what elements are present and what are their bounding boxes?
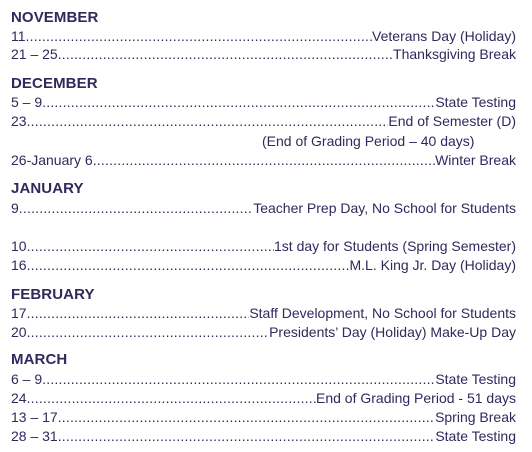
dot-leader [27,389,316,407]
calendar-entry [11,256,516,274]
entry-date: 24 [11,390,27,406]
entry-event: Staff Development, No School for Students [249,305,516,321]
dot-leader [58,427,436,445]
calendar-entry [11,427,516,445]
calendar-entry [11,389,516,407]
calendar-entry [11,93,516,111]
entry-date: 6 – 9 [11,371,43,387]
entry-event: State Testing [435,428,516,444]
dot-leader [27,304,250,322]
entry-date: 26-January 6 [11,152,93,168]
dot-leader [42,370,435,388]
entry-event: End of Grading Period - 51 days [315,390,516,406]
calendar-entry [11,45,516,63]
entry-date: 11 [11,28,26,44]
dot-leader [27,237,274,255]
entry-event: End of Semester (D) [388,113,516,129]
entry-event: Teacher Prep Day, No School for Students [253,200,516,216]
entry-date: 5 – 9 [11,94,43,110]
entry-date: 17 [11,305,27,321]
entry-date: 21 – 25 [11,46,58,62]
dot-leader [58,45,393,63]
dot-leader [93,151,435,169]
entry-date: 10 [11,238,27,254]
entry-event: Spring Break [435,409,516,425]
month-heading-january: JANUARY [11,180,84,197]
month-heading-december: DECEMBER [11,75,98,92]
calendar-entry [11,112,516,130]
entry-event: 1st day for Students (Spring Semester) [274,238,516,254]
dot-leader [27,256,350,274]
entry-event: Winter Break [435,152,516,168]
dot-leader [27,323,270,341]
entry-date: 13 – 17 [11,409,58,425]
calendar-entry [11,151,516,169]
dot-leader [42,93,435,111]
entry-event: M.L. King Jr. Day (Holiday) [349,257,516,273]
calendar-entry [11,304,516,322]
calendar-entry [11,370,516,388]
dot-leader [26,27,373,45]
entry-event: Veterans Day (Holiday) [372,28,516,44]
calendar-entry [11,199,516,217]
calendar-entry [11,237,516,255]
entry-date: 28 – 31 [11,428,58,444]
dot-leader [58,408,435,426]
calendar-entry [11,408,516,426]
calendar-entry [11,27,516,45]
month-heading-february: FEBRUARY [11,286,95,303]
month-heading-november: NOVEMBER [11,9,99,26]
entry-continuation: (End of Grading Period – 40 days) [262,133,475,149]
entry-event: Presidents’ Day (Holiday) Make-Up Day [269,324,516,340]
entry-event: Thanksgiving Break [393,46,516,62]
entry-date: 9 [11,200,19,216]
entry-event: State Testing [435,371,516,387]
month-heading-march: MARCH [11,351,68,368]
entry-date: 23 [11,113,27,129]
entry-date: 16 [11,257,27,273]
entry-event: State Testing [435,94,516,110]
calendar-entry [11,323,516,341]
dot-leader [19,199,253,217]
dot-leader [27,112,389,130]
entry-date: 20 [11,324,27,340]
